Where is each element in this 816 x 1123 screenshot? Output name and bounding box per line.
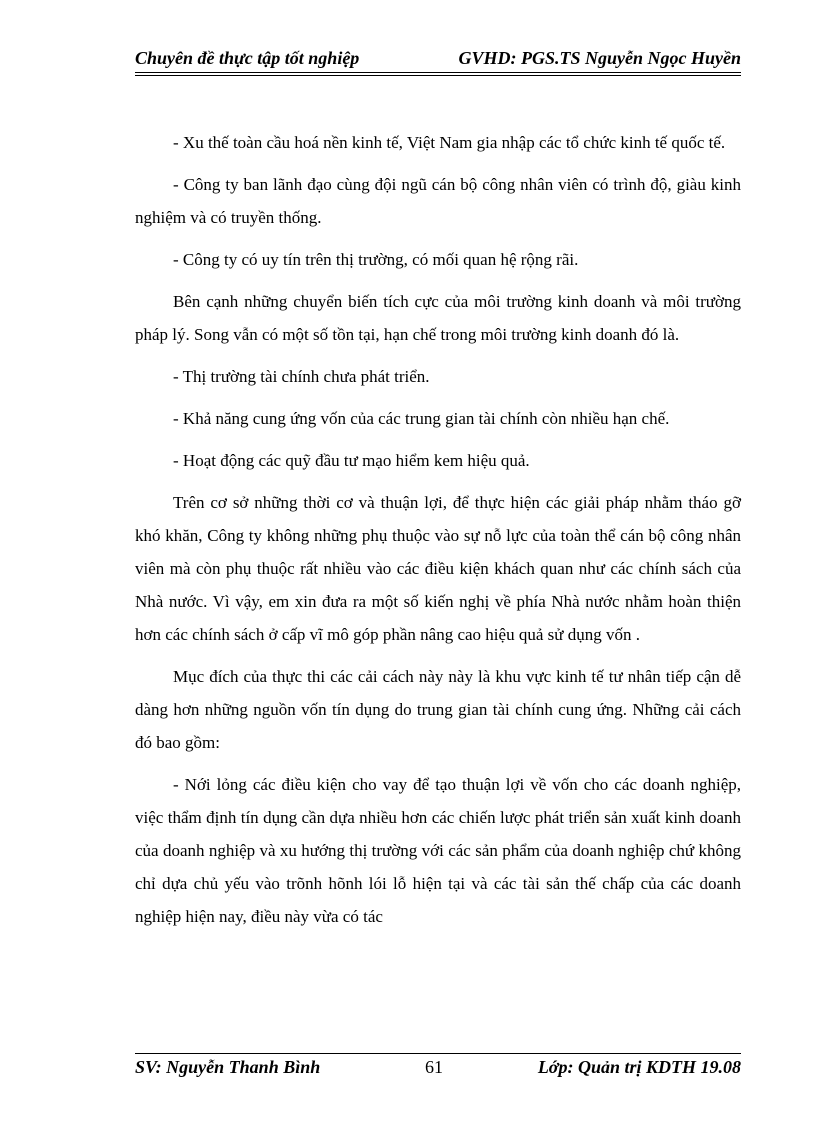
paragraph: - Xu thế toàn cầu hoá nền kinh tế, Việt Nam gia nhập các tổ chức kinh tế quốc tế.: [173, 133, 726, 152]
page-number: 61: [425, 1057, 443, 1077]
header-supervisor: GVHD: PGS.TS Nguyễn Ngọc Huyền: [458, 48, 741, 68]
paragraph: - Khả năng cung ứng vốn của các trung gian tài chính còn nhiều hạn chế.: [173, 409, 670, 428]
footer-class: Lớp: Quản trị KDTH 19.08: [537, 1057, 741, 1077]
footer-divider: [135, 1053, 741, 1054]
paragraph: - Công ty ban lãnh đạo cùng đội ngũ cán bộ công nhân viên có trình độ, giàu kinh nghiệm và có truyền thống.: [135, 175, 741, 227]
paragraph: - Nới lỏng các điều kiện cho vay để tạo thuận lợi về vốn cho các doanh nghiệp, việc thẩm định tín dụng cần dựa nhiều hơn các chiến lược phát triển sản xuất kinh doanh của doanh nghiệp và xu hướng thị trường với các sản phẩm của doanh nghiệp chứ không chỉ dựa chủ yếu vào trõnh hõnh lói lỗ hiện tại và các tài sản thế chấp của các doanh nghiệp hiện nay, điều này vừa có tác: [135, 775, 741, 926]
header-document-title: Chuyên đề thực tập tốt nghiệp: [135, 48, 360, 68]
paragraph: - Thị trường tài chính chưa phát triển.: [173, 367, 430, 386]
paragraph: Trên cơ sở những thời cơ và thuận lợi, để thực hiện các giải pháp nhằm tháo gỡ khó khăn, Công ty không những phụ thuộc vào sự nỗ lực của toàn thể cán bộ công nhân viên mà còn phụ thuộc rất nhiều vào các điều kiện khách quan như các chính sách của Nhà nước. Vì vậy, em xin đưa ra một số kiến nghị về phía Nhà nước nhằm hoàn thiện hơn các chính sách ở cấp vĩ mô góp phần nâng cao hiệu quả sử dụng vốn .: [135, 493, 741, 644]
paragraph: Bên cạnh những chuyển biến tích cực của môi trường kinh doanh và môi trường pháp lý. Song vẫn có một số tồn tại, hạn chế trong môi trường kinh doanh đó là.: [135, 292, 741, 344]
footer-student-name: SV: Nguyễn Thanh Bình: [135, 1057, 321, 1077]
page-header: [135, 44, 741, 73]
paragraph: - Công ty có uy tín trên thị trường, có mối quan hệ rộng rãi.: [173, 250, 579, 269]
paragraph: - Hoạt động các quỹ đầu tư mạo hiểm kem hiệu quả.: [173, 451, 530, 470]
paragraph: Mục đích của thực thi các cải cách này này là khu vực kinh tế tư nhân tiếp cận dễ dàng hơn những nguồn vốn tín dụng do trung gian tài chính cung ứng. Những cải cách đó bao gồm:: [135, 667, 741, 752]
page-footer: [135, 1057, 741, 1083]
header-divider: [135, 75, 741, 76]
body-text: [135, 126, 741, 942]
